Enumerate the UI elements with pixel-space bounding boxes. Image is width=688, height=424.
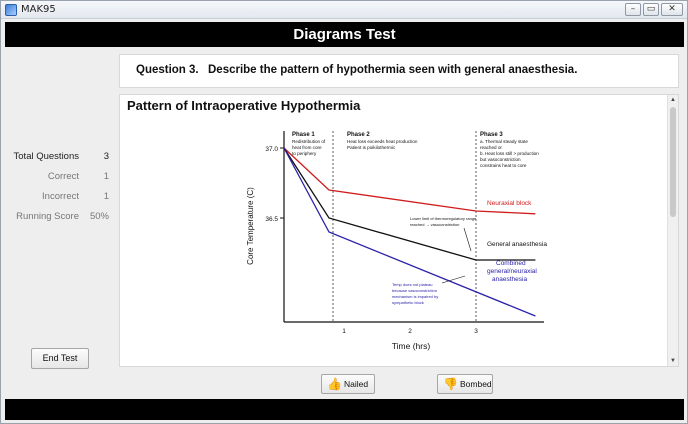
series-label: Combined [496, 260, 526, 267]
stats-panel [9, 151, 113, 231]
phase-title: Phase 1 [292, 132, 315, 138]
stat-label: Running Score [16, 211, 79, 222]
x-tick-label: 2 [408, 328, 412, 335]
phase-text: constrains heat to core [480, 163, 527, 168]
content-title: Pattern of Intraoperative Hypothermia [127, 98, 361, 113]
annotation-text: because vasoconstriction [392, 288, 437, 293]
nailed-it-label: Nailed [344, 379, 369, 389]
phase-2-note [347, 132, 418, 150]
page-header: Diagrams Test [5, 22, 684, 47]
scroll-thumb[interactable] [670, 107, 676, 217]
footer-bar [5, 399, 684, 420]
title-bar [1, 1, 687, 19]
maximize-button[interactable]: ▭ [643, 3, 659, 16]
scroll-down-icon[interactable]: ▼ [670, 358, 676, 364]
stat-total-questions [9, 151, 113, 171]
close-button[interactable]: ✕ [661, 3, 683, 16]
annotation-text: Temp does not plateau [392, 282, 433, 287]
phase-title: Phase 2 [347, 132, 370, 138]
app-icon [5, 4, 17, 16]
phase-text: Heat loss exceeds heat production [347, 139, 418, 144]
content-panel [119, 94, 679, 367]
stat-label: Incorrect [42, 191, 79, 202]
phase-text: reached or [480, 145, 502, 150]
series-label: general/neuraxial [487, 268, 537, 275]
annotation-text: reached → vasoconstriction [410, 222, 460, 227]
nailed-it-button[interactable] [321, 374, 375, 394]
stat-value: 1 [103, 171, 109, 182]
phase-title: Phase 3 [480, 132, 503, 138]
series-label: anaesthesia [492, 276, 528, 283]
stat-label: Total Questions [13, 151, 79, 162]
phase-text: but vasoconstriction [480, 157, 521, 162]
annotation-text: mechanism is impaired by [392, 294, 439, 299]
question-text: Describe the pattern of hypothermia seen with general anaesthesia. [208, 64, 578, 76]
bombed-it-button[interactable] [437, 374, 493, 394]
stat-running-score [9, 211, 113, 231]
question-box [119, 54, 679, 88]
content-scrollbar[interactable] [667, 95, 678, 366]
series-label: General anaesthesia [487, 241, 547, 248]
phase-text: heat from core [292, 145, 322, 150]
annotation-text: sympathetic block [392, 300, 424, 305]
hypothermia-chart [120, 95, 668, 366]
thumbs-down-icon: 👎 [443, 377, 458, 391]
annotation-temp-no-plateau [392, 276, 465, 305]
x-axis-label: Time (hrs) [391, 341, 431, 351]
minimize-button[interactable]: – [625, 3, 641, 16]
stat-value: 3 [103, 151, 109, 162]
series-label: Neuraxial block [487, 200, 532, 207]
y-axis-label: Core Temperature (C) [246, 187, 255, 265]
phase-3-note [480, 132, 539, 168]
stat-correct [9, 171, 113, 191]
question-number: Question 3. [136, 64, 199, 76]
x-tick-label: 3 [474, 328, 478, 335]
stat-value: 1 [103, 191, 109, 202]
phase-text: Patient is poikilothermic [347, 145, 396, 150]
x-tick-label: 1 [342, 328, 346, 335]
y-tick-label: 37.0 [265, 146, 278, 153]
phase-text: a. Thermal steady state [480, 139, 528, 144]
phase-text: b. Heat loss still > production [480, 151, 539, 156]
bombed-it-label: Bombed [460, 379, 492, 389]
window-title: MAK95 [21, 4, 56, 15]
thumbs-up-icon: 👍 [327, 377, 342, 391]
annotation-lower-limit [410, 216, 477, 251]
stat-incorrect [9, 191, 113, 211]
annotation-arrow [464, 228, 471, 251]
annotation-text: Lower limit of thermoregulatory range [410, 216, 477, 221]
stat-value: 50% [89, 211, 109, 222]
end-test-button[interactable]: End Test [31, 348, 89, 369]
scroll-up-icon[interactable]: ▲ [670, 97, 676, 103]
phase-text: to periphery [292, 151, 317, 156]
phase-text: Redistribution of [292, 139, 326, 144]
y-tick-label: 36.5 [265, 216, 278, 223]
stat-label: Correct [47, 171, 79, 182]
phase-1-note [292, 132, 326, 156]
